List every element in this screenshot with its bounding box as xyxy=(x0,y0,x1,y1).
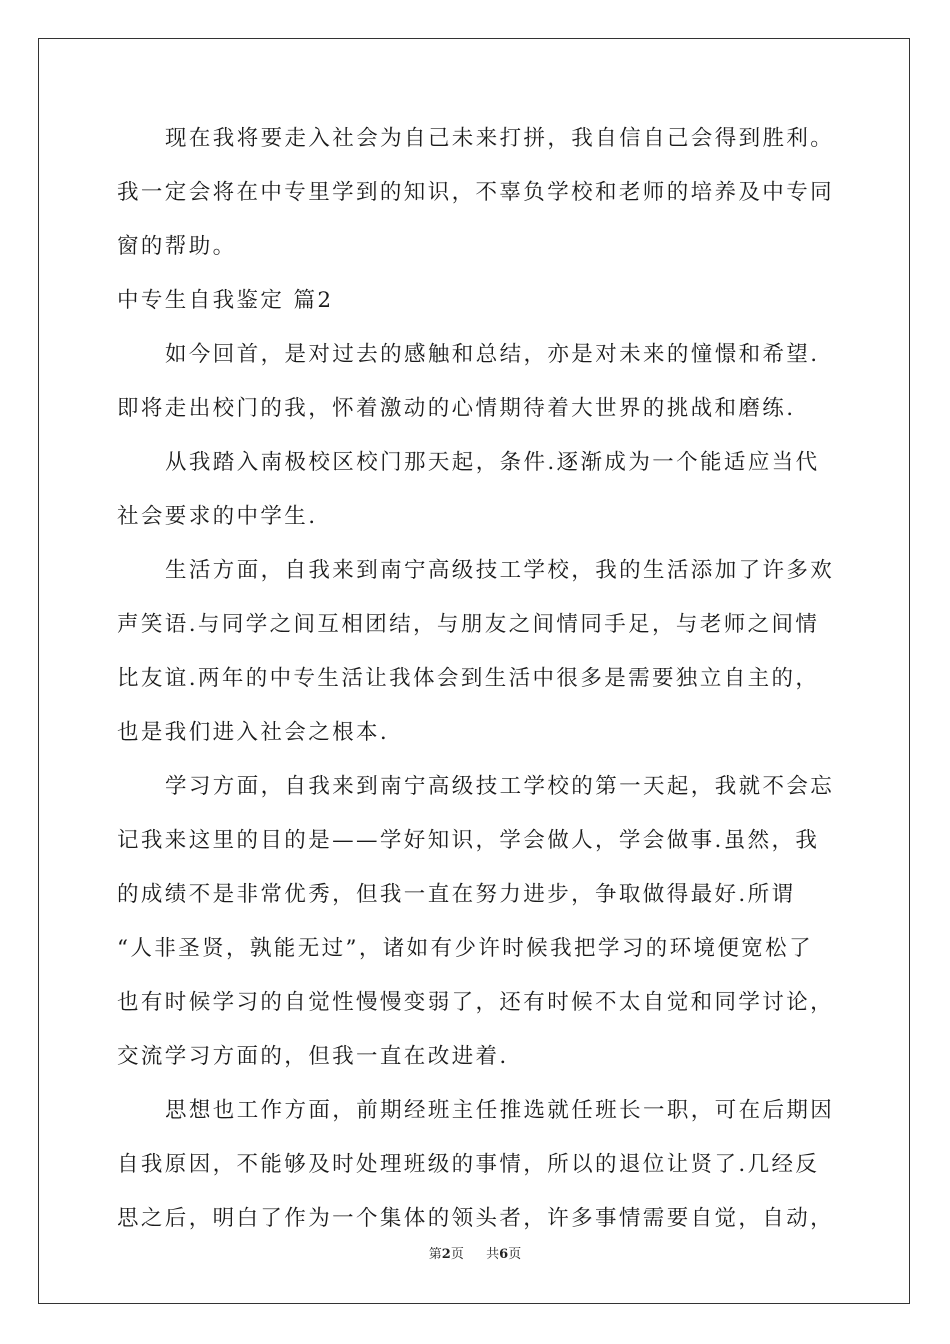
paragraph-line: 窗的帮助。 xyxy=(117,234,237,259)
paragraph-line: 自我原因，不能够及时处理班级的事情，所以的退位让贤了.几经反 xyxy=(117,1152,820,1177)
page-total: 共6页 xyxy=(486,1247,522,1262)
paragraph-line: 如今回首，是对过去的感触和总结，亦是对未来的憧憬和希望. xyxy=(165,342,820,367)
section-heading: 中专生自我鉴定 篇2 xyxy=(117,288,334,313)
paragraph-line: “人非圣贤，孰能无过”，诸如有少许时候我把学习的环境便宽松了 xyxy=(117,936,813,961)
paragraph-line: 记我来这里的目的是——学好知识，学会做人，学会做事.虽然，我 xyxy=(117,828,820,853)
paragraph-line: 思之后，明白了作为一个集体的领头者，许多事情需要自觉，自动， xyxy=(117,1206,835,1231)
paragraph-line: 也有时候学习的自觉性慢慢变弱了，还有时候不太自觉和同学讨论， xyxy=(117,990,835,1015)
paragraph-line: 我一定会将在中专里学到的知识，不辜负学校和老师的培养及中专同 xyxy=(117,180,835,205)
paragraph-line: 生活方面，自我来到南宁高级技工学校，我的生活添加了许多欢 xyxy=(165,558,835,583)
page-footer xyxy=(0,1246,950,1264)
paragraph-line: 学习方面，自我来到南宁高级技工学校的第一天起，我就不会忘 xyxy=(165,774,835,799)
paragraph-line: 也是我们进入社会之根本. xyxy=(117,720,390,745)
paragraph-line: 声笑语.与同学之间互相团结，与朋友之间情同手足，与老师之间情 xyxy=(117,612,820,637)
paragraph-line: 比友谊.两年的中专生活让我体会到生活中很多是需要独立自主的， xyxy=(117,666,820,691)
paragraph-line: 现在我将要走入社会为自己未来打拼，我自信自己会得到胜利。 xyxy=(165,126,835,151)
paragraph-line: 交流学习方面的，但我一直在改进着. xyxy=(117,1044,509,1069)
paragraph-line: 思想也工作方面，前期经班主任推选就任班长一职，可在后期因 xyxy=(165,1098,835,1123)
paragraph-line: 即将走出校门的我，怀着激动的心情期待着大世界的挑战和磨练. xyxy=(117,396,796,421)
paragraph-line: 社会要求的中学生. xyxy=(117,504,318,529)
paragraph-line: 的成绩不是非常优秀，但我一直在努力进步，争取做得最好.所谓 xyxy=(117,882,796,907)
page-number: 第2页 xyxy=(428,1247,464,1262)
paragraph-line: 从我踏入南极校区校门那天起，条件.逐渐成为一个能适应当代 xyxy=(165,450,820,475)
